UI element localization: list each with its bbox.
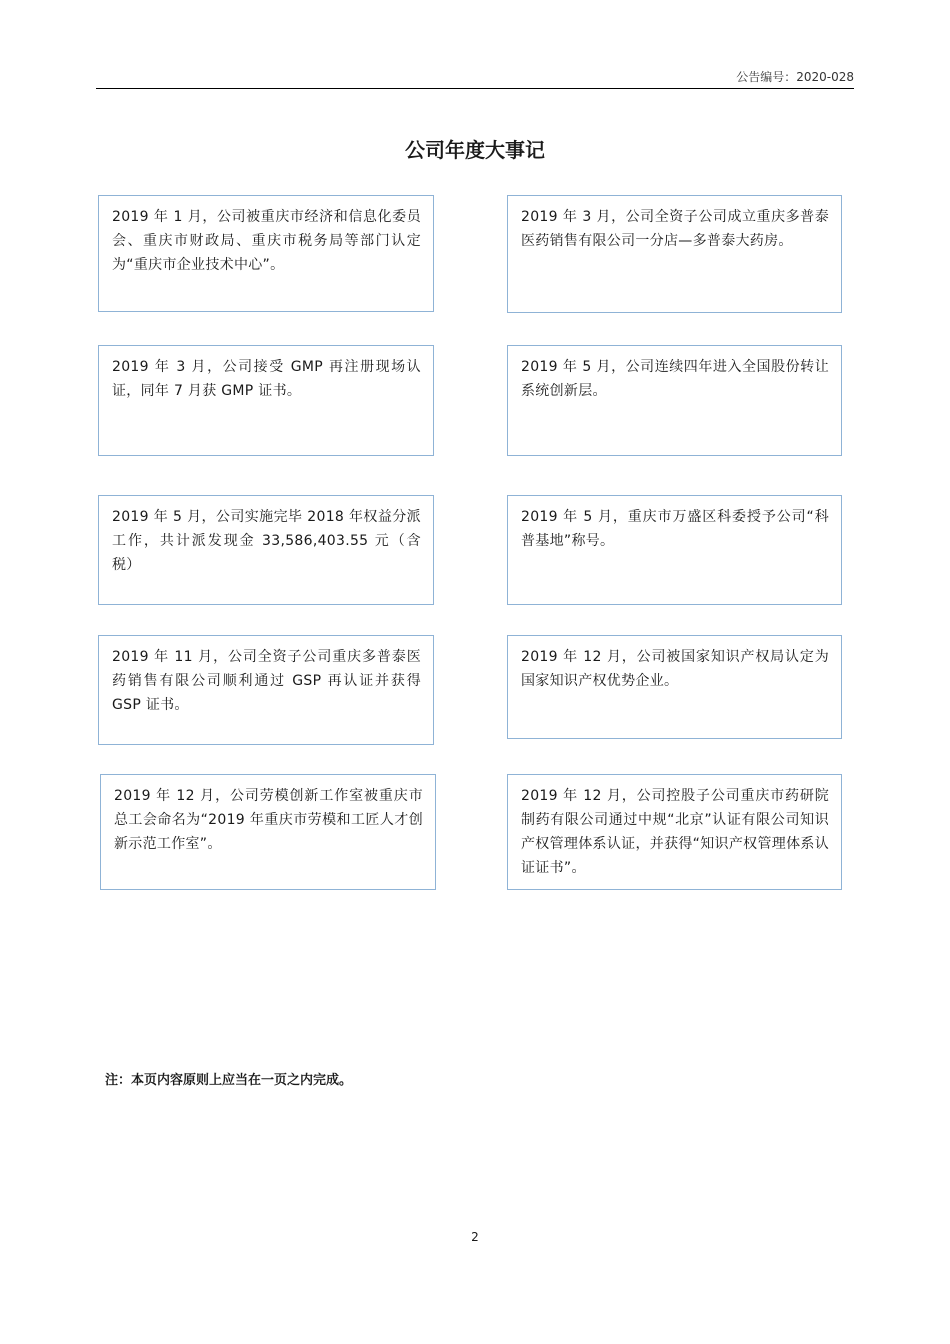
event-box-7: 2019 年 11 月，公司全资子公司重庆多普泰医药销售有限公司顺利通过 GSP 再认证并获得 GSP 证书。 (98, 635, 434, 745)
footnote: 注：本页内容原则上应当在一页之内完成。 (105, 1073, 353, 1088)
event-box-6: 2019 年 5 月，重庆市万盛区科委授予公司“科普基地”称号。 (507, 495, 842, 605)
event-box-4: 2019 年 5 月，公司连续四年进入全国股份转让系统创新层。 (507, 345, 842, 456)
event-box-9: 2019 年 12 月，公司劳模创新工作室被重庆市总工会命名为“2019 年重庆市劳模和工匠人才创新示范工作室”。 (100, 774, 436, 890)
event-box-3: 2019 年 3 月，公司接受 GMP 再注册现场认证，同年 7 月获 GMP 证书。 (98, 345, 434, 456)
page-number: 2 (471, 1230, 479, 1244)
event-box-2: 2019 年 3 月，公司全资子公司成立重庆多普泰医药销售有限公司一分店—多普泰大药房。 (507, 195, 842, 313)
event-box-5: 2019 年 5 月，公司实施完毕 2018 年权益分派工作，共计派发现金 33,586,403.55 元（含税） (98, 495, 434, 605)
event-box-8: 2019 年 12 月，公司被国家知识产权局认定为国家知识产权优势企业。 (507, 635, 842, 739)
event-box-1: 2019 年 1 月，公司被重庆市经济和信息化委员会、重庆市财政局、重庆市税务局等部门认定为“重庆市企业技术中心”。 (98, 195, 434, 312)
announcement-number: 公告编号：2020-028 (736, 70, 854, 84)
event-box-10: 2019 年 12 月，公司控股子公司重庆市药研院制药有限公司通过中规“北京”认证有限公司知识产权管理体系认证，并获得“知识产权管理体系认证证书”。 (507, 774, 842, 890)
page-title: 公司年度大事记 (405, 138, 545, 162)
header-divider (96, 88, 854, 89)
